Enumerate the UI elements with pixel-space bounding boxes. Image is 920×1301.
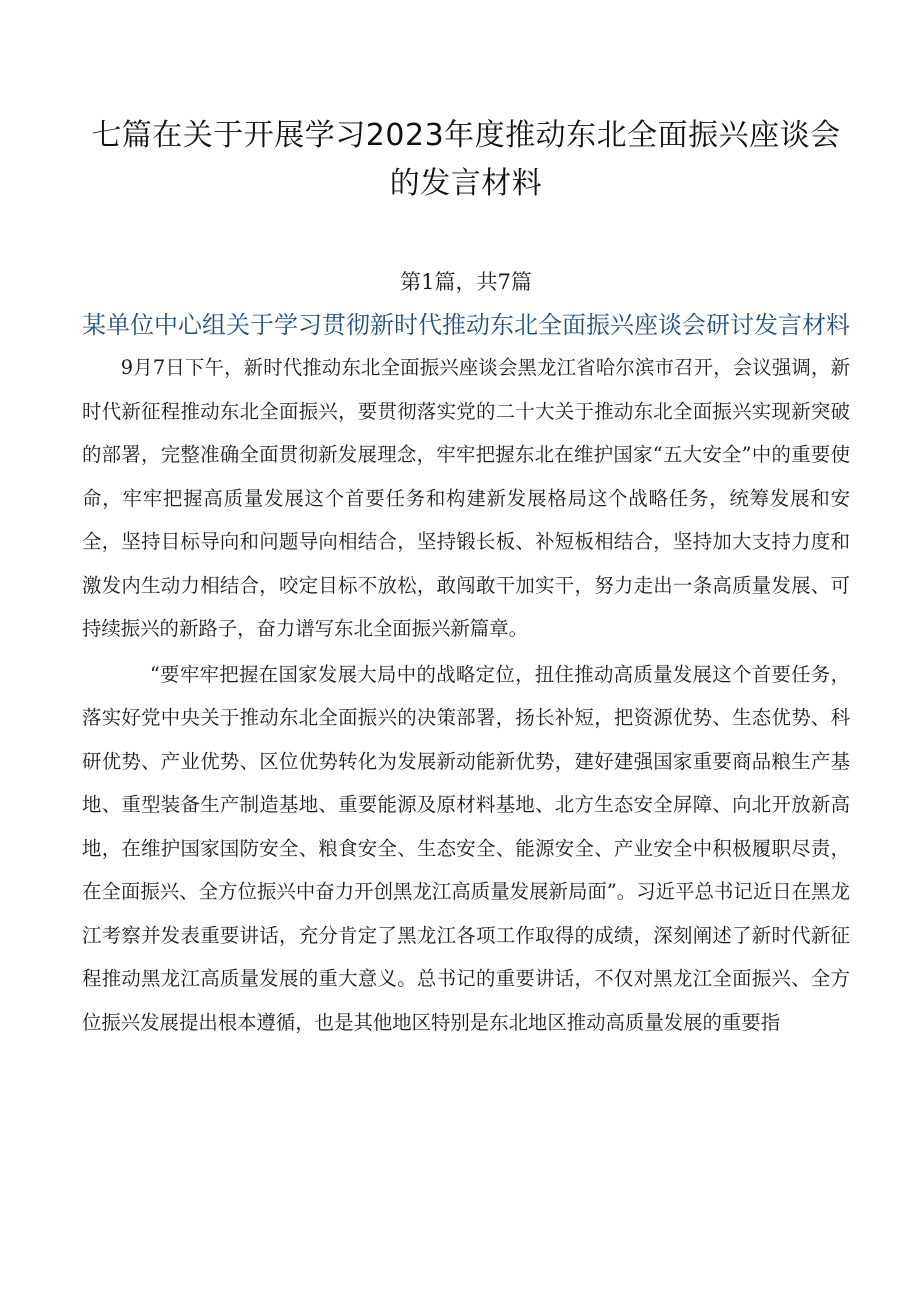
document-title: 七篇在关于开展学习2023年度推动东北全面振兴座谈会的发言材料 xyxy=(91,118,841,201)
part-indicator: 第1篇，共7篇 xyxy=(400,270,532,294)
body-paragraph: 9月7日下午，新时代推动东北全面振兴座谈会黑龙江省哈尔滨市召开，会议强调，新时代新征程推动东北全面振兴，要贯彻落实党的二十大关于推动东北全面振兴实现新突破的部署，完整准确全面贯彻新发展理念，牢牢把握东北在维护国家“五大安全”中的重要使命，牢牢把握高质量发展这个首要任务和构建新发展格局这个战略任务，统筹发展和安全，坚持目标导向和问题导向相结合，坚持锻长板、补短板相结合，坚持加大支持力度和激发内生动力相结合，咬定目标不放松，敢闯敢干加实干，努力走出一条高质量发展、可持续振兴的新路子，奋力谱写东北全面振兴新篇章。 xyxy=(82,356,850,640)
article-title: 某单位中心组关于学习贯彻新时代推动东北全面振兴座谈会研讨发言材料 xyxy=(82,311,850,339)
body-paragraph: “要牢牢把握在国家发展大局中的战略定位，扭住推动高质量发展这个首要任务，落实好党中央关于推动东北全面振兴的决策部署，扬长补短，把资源优势、生态优势、科研优势、产业优势、区位优势转化为发展新动能新优势，建好建强国家重要商品粮生产基地、重型装备生产制造基地、重要能源及原材料基地、北方生态安全屏障、向北开放新高地，在维护国家国防安全、粮食安全、生态安全、能源安全、产业安全中积极履职尽责，在全面振兴、全方位振兴中奋力开创黑龙江高质量发展新局面”。习近平总书记近日在黑龙江考察并发表重要讲话，充分肯定了黑龙江各项工作取得的成绩，深刻阐述了新时代新征程推动黑龙江高质量发展的重大意义。总书记的重要讲话，不仅对黑龙江全面振兴、全方位振兴发展提出根本遵循，也是其他地区特别是东北地区推动高质量发展的重要指 xyxy=(82,662,850,1034)
